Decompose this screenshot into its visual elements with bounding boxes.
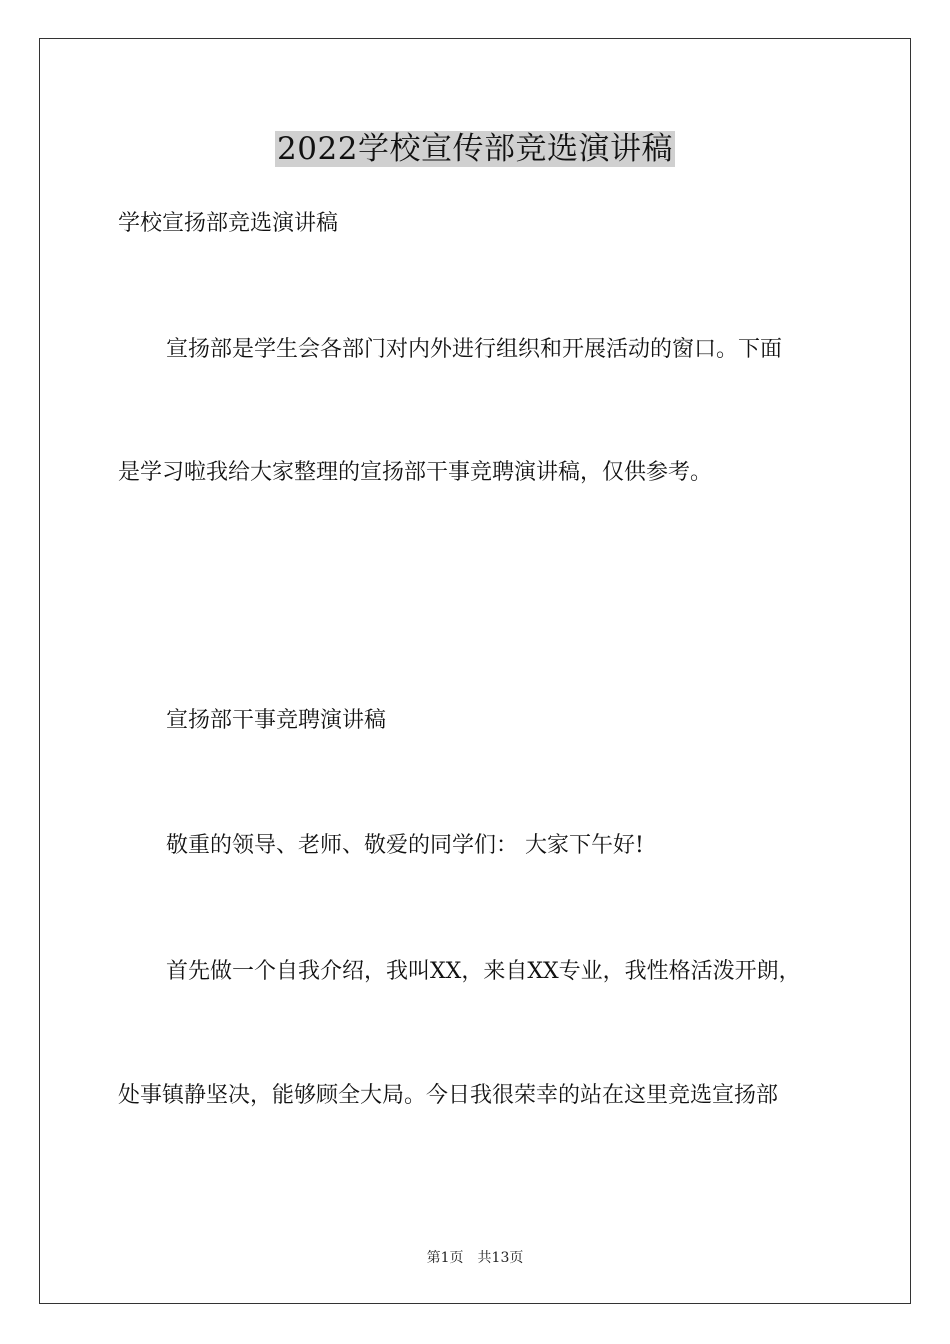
document-title-text: 2022学校宣传部竞选演讲稿 (277, 131, 673, 167)
paragraph-line: 是学习啦我给大家整理的宣扬部干事竞聘演讲稿，仅供参考。 (118, 460, 713, 485)
paragraph-line: 首先做一个自我介绍，我叫XX，来自XX专业，我性格活泼开朗， (166, 959, 801, 984)
paragraph-line: 处事镇静坚决，能够顾全大局。今日我很荣幸的站在这里竞选宣扬部 (118, 1083, 779, 1108)
paragraph-line: 敬重的领导、老师、敬爱的同学们： 大家下午好! (166, 833, 644, 858)
page-total: 共13页 (477, 1250, 524, 1266)
document-subtitle: 学校宣扬部竞选演讲稿 (118, 211, 339, 236)
page-number: 第1页 (426, 1250, 464, 1266)
paragraph-line: 宣扬部是学生会各部门对内外进行组织和开展活动的窗口。下面 (166, 337, 783, 362)
section-heading: 宣扬部干事竞聘演讲稿 (166, 708, 387, 733)
document-title (0, 128, 950, 169)
page-footer (0, 1248, 950, 1268)
